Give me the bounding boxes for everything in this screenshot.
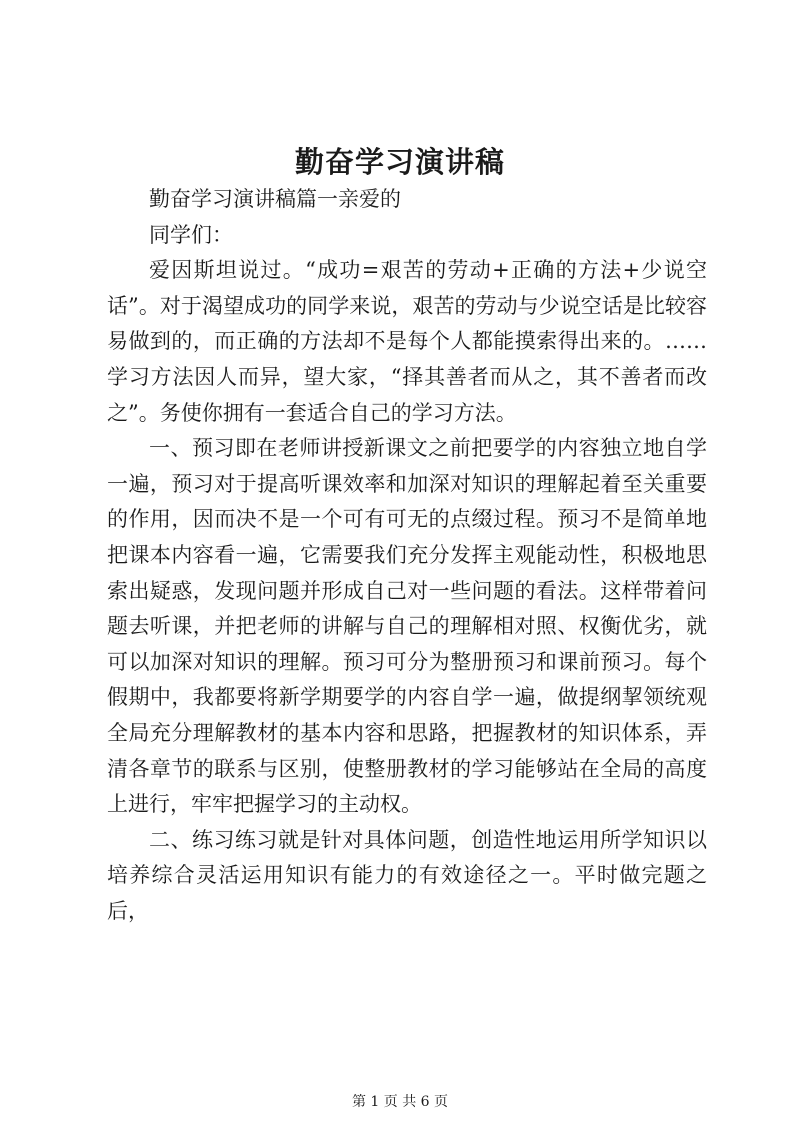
paragraph-intro: 爱因斯坦说过。“成功=艰苦的劳动+正确的方法+少说空话”。对于渴望成功的同学来说，艰苦的劳动与少说空话是比较容易做到的，而正确的方法却不是每个人都能摸索得出来的。……学习方法因人而异，望大家，“择其善者而从之，其不善者而改之”。务使你拥有一套适合自己的学习方法。 bbox=[107, 258, 707, 425]
paragraph-salutation: 同学们： bbox=[149, 222, 233, 247]
paragraph-heading-line: 勤奋学习演讲稿篇一亲爱的 bbox=[149, 187, 401, 211]
page-footer: 第 1 页 共 6 页 bbox=[351, 1094, 449, 1110]
document-body bbox=[107, 182, 707, 929]
paragraph-preview: 一、预习即在老师讲授新课文之前把要学的内容独立地自学一遍，预习对于提高听课效率和加深对知识的理解起着至关重要的作用，因而决不是一个可有可无的点缀过程。预习不是简单地把课本内容看一遍，它需要我们充分发挥主观能动性，积极地思索出疑惑，发现问题并形成自己对一些问题的看法。这样带着问题去听课，并把老师的讲解与自己的理解相对照、权衡优劣，就可以加深对知识的理解。预习可分为整册预习和课前预习。每个假期中，我都要将新学期要学的内容自学一遍，做提纲挈领统观全局充分理解教材的基本内容和思路，把握教材的知识体系，弄清各章节的联系与区别，使整册教材的学习能够站在全局的高度上进行，牢牢把握学习的主动权。 bbox=[107, 436, 707, 817]
paragraph-practice: 二、练习练习就是针对具体问题，创造性地运用所学知识以培养综合灵活运用知识有能力的有效途径之一。平时做完题之后， bbox=[107, 827, 707, 923]
document-title: 勤奋学习演讲稿 bbox=[294, 145, 505, 179]
